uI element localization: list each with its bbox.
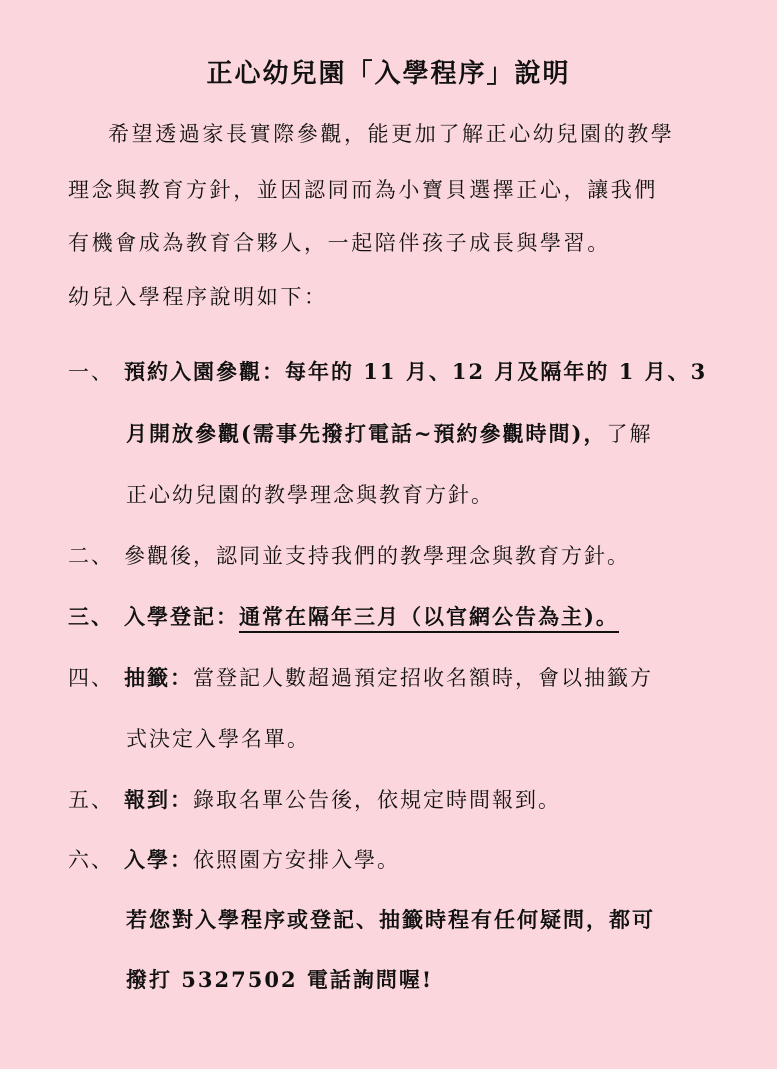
intro-line-3: 有機會成為教育合夥人，一起陪伴孩子成長與學習。 [68,231,611,255]
item-4-continuation: 式決定入學名單。 [126,727,310,751]
item-text: 每年的 11 月、12 月及隔年的 1 月、3 [285,359,708,384]
item-label: 入學： [124,847,193,872]
item-text: 了解 [606,422,653,446]
item-label: 預約入園參觀： [124,359,285,384]
item-label: 抽籤： [124,665,193,690]
item-text: 當登記人數超過預定招收名額時，會以抽籤方 [193,666,653,690]
intro-line-2: 理念與教育方針，並因認同而為小寶貝選擇正心，讓我們 [68,178,658,202]
item-number: 二、 [68,544,114,568]
item-number: 一、 [68,360,114,384]
item-text: 參觀後，認同並支持我們的教學理念與教育方針。 [124,544,630,568]
list-item-5 [68,786,728,814]
closing-line-1: 若您對入學程序或登記、抽籤時程有任何疑問，都可 [126,907,655,932]
item-number: 四、 [68,666,114,690]
item-label: 報到： [124,787,193,812]
closing-line-2: 撥打 5327502 電話詢問喔! [126,967,434,992]
list-item-1 [68,358,728,386]
item-1-continuation-2: 正心幼兒園的教學理念與教育方針。 [126,483,494,507]
list-item-2 [68,542,728,570]
item-number: 六、 [68,848,114,872]
intro-line-1: 希望透過家長實際參觀，能更加了解正心幼兒園的教學 [108,122,675,146]
list-item-6 [68,846,728,874]
intro-line-4: 幼兒入學程序說明如下： [68,285,328,309]
item-text: 錄取名單公告後，依規定時間報到。 [193,788,561,812]
list-item-3 [68,603,728,631]
item-text-underlined: 通常在隔年三月（以官網公告為主)。 [239,604,619,633]
list-item-4 [68,664,728,692]
item-1-continuation-1 [126,420,652,448]
page-title: 正心幼兒園「入學程序」說明 [206,59,571,89]
item-text: 月開放參觀(需事先撥打電話~預約參觀時間)， [126,421,607,446]
item-text: 依照園方安排入學。 [193,848,400,872]
item-number: 三、 [68,604,114,629]
item-number: 五、 [68,788,114,812]
item-label: 入學登記： [124,604,239,629]
